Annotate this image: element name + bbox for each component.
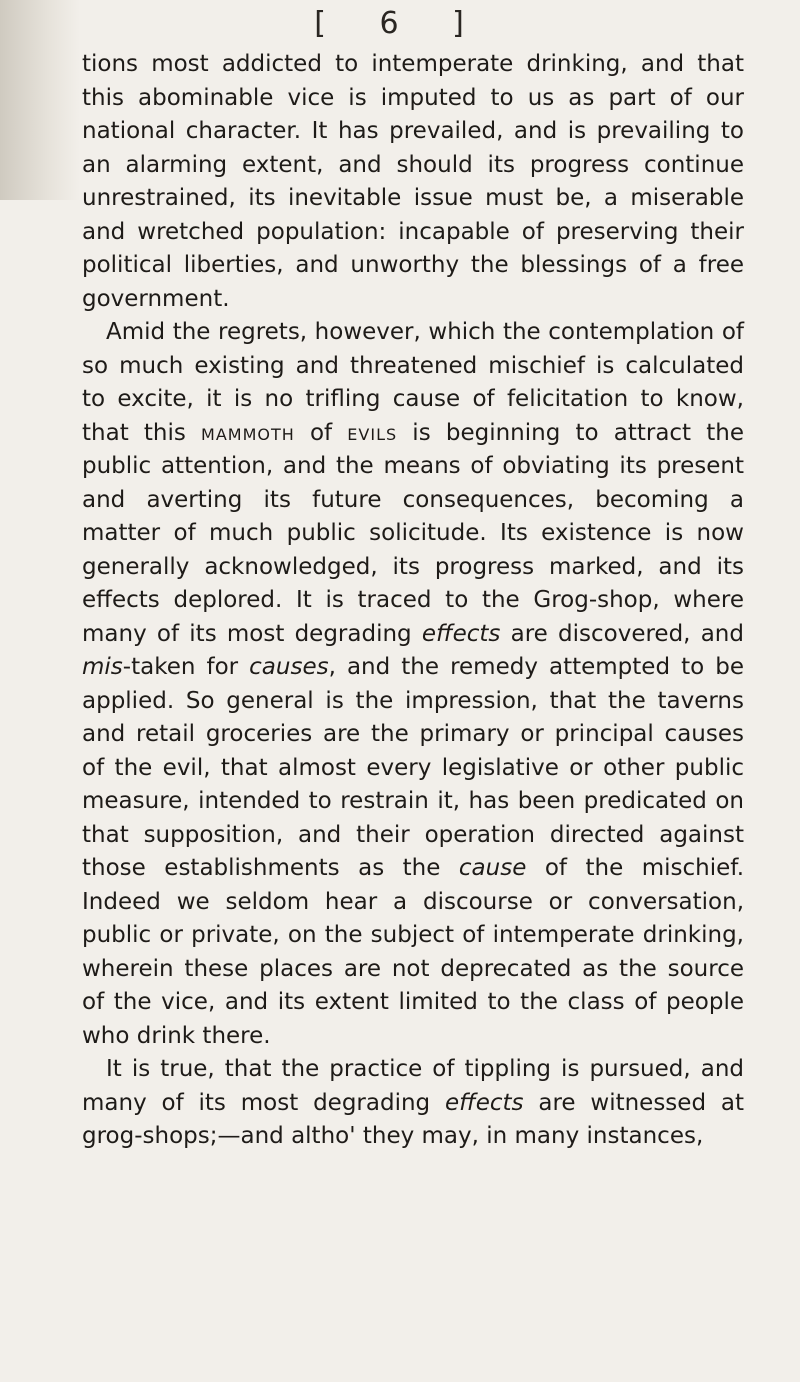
p2-italic-cause: cause <box>458 855 527 881</box>
p2-text-e: -taken for <box>122 654 250 680</box>
p2-text-f: , and the remedy attempted to be applied. So general is the impression, that the taverns and retail groceries are the primary or principal causes of the evil, that almost every legislative or other public measure, intended to restrain it, has been predicated on that supposition, and their operation directed against those establishments as the <box>82 654 744 881</box>
paragraph-2 <box>82 316 744 1053</box>
p2-small-caps-mammoth: mammoth <box>201 419 295 446</box>
p2-italic-mis: mis <box>82 654 123 680</box>
p2-small-caps-evils: evils <box>347 419 398 446</box>
p3-text-b: are witnessed at grog-shops;—and altho' they may, in many instances, <box>82 1089 744 1149</box>
p2-text-b: of <box>294 419 348 446</box>
body-text <box>82 48 744 1154</box>
p3-text-a: It is true, that the practice of tippling is pursued, and many of its most degrading <box>82 1056 744 1116</box>
paragraph-3 <box>82 1053 744 1154</box>
p2-text-c: is beginning to attract the public attention, and the means of obviating its present and averting its future consequences, becoming a matter of much public solicitude. Its existence is now generally acknowledged, its progress marked, and its effects deplored. It is traced to the Grog-shop, where many of its most degrading <box>82 419 744 647</box>
p3-italic-effects: effects <box>444 1089 524 1116</box>
p2-text-g: of the mischief. Indeed we seldom hear a discourse or conversation, public or private, on the subject of intemperate drinking, wherein these places are not deprecated as the source of the vice, and its extent limited to the class of people who drink there. <box>82 855 745 1049</box>
paragraph-1: tions most addicted to intemperate drinking, and that this abominable vice is imputed to us as part of our national character. It has prevailed, and is prevailing to an alarming extent, and should its progress continue unrestrained, its inevitable issue must be, a miserable and wretched population: incapable of preserving their political liberties, and unworthy the blessings of a free government. <box>82 51 744 312</box>
p2-italic-effects: effects <box>421 620 501 647</box>
p2-text-d: are discovered, and <box>500 620 744 647</box>
p2-italic-causes: causes <box>249 654 329 680</box>
p2-text-a: Amid the regrets, however, which the contemplation of so much existing and threatened mischief is calculated to excite, it is no trifling cause of felicitation to know, that this <box>82 319 744 446</box>
page-number-header: [ 6 ] <box>314 6 486 41</box>
